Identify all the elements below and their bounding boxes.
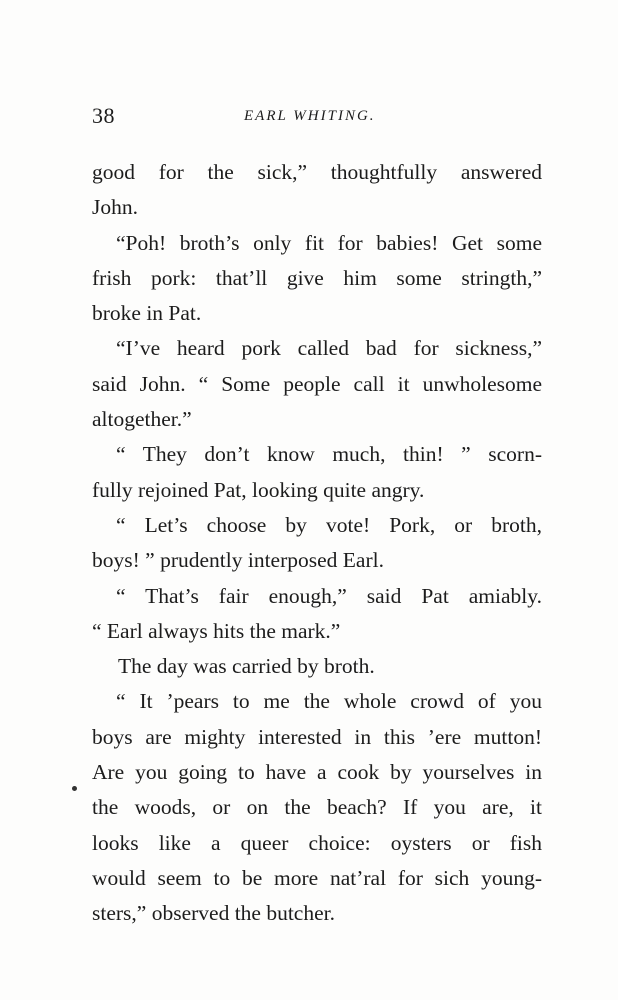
text-line: The day was carried by broth.: [118, 654, 375, 679]
text-line: altogether.”: [92, 407, 192, 432]
text-line: good for the sick,” thoughtfully answered: [92, 160, 542, 184]
text-line: John.: [92, 195, 138, 220]
text-line: “ They don’t know much, thin! ” scorn-: [116, 442, 542, 467]
text-line: looks like a queer choice: oysters or fish: [92, 830, 542, 855]
body-text: [92, 155, 542, 932]
text-line: “ It ’pears to me the whole crowd of you: [116, 689, 542, 714]
text-line: the woods, or on the beach? If you are, it: [92, 795, 542, 820]
text-line: “ Earl always hits the mark.”: [92, 618, 341, 643]
text-line: “ Let’s choose by vote! Pork, or broth,: [116, 512, 542, 537]
text-line: “Poh! broth’s only fit for babies! Get some: [116, 230, 542, 255]
text-line: boys are mighty interested in this ’ere mutton!: [92, 724, 542, 749]
text-line: said John. “ Some people call it unwholesome: [92, 371, 542, 396]
running-head: EARL WHITING.: [244, 108, 376, 124]
text-line: “ That’s fair enough,” said Pat amiably.: [116, 583, 542, 608]
text-line: broke in Pat.: [92, 301, 202, 326]
text-line: Are you going to have a cook by yourselves in: [92, 760, 542, 785]
text-line: fully rejoined Pat, looking quite angry.: [92, 477, 425, 502]
page-header: [92, 103, 544, 133]
ink-speck: [72, 786, 77, 791]
text-line: would seem to be more nat’ral for sich young-: [92, 865, 542, 890]
text-line: sters,” observed the butcher.: [92, 901, 335, 926]
text-line: “I’ve heard pork called bad for sickness,”: [116, 336, 542, 361]
text-line: boys! ” prudently interposed Earl.: [92, 548, 384, 573]
text-line: frish pork: that’ll give him some stringth,”: [92, 265, 542, 290]
page-number: 38: [92, 103, 115, 128]
